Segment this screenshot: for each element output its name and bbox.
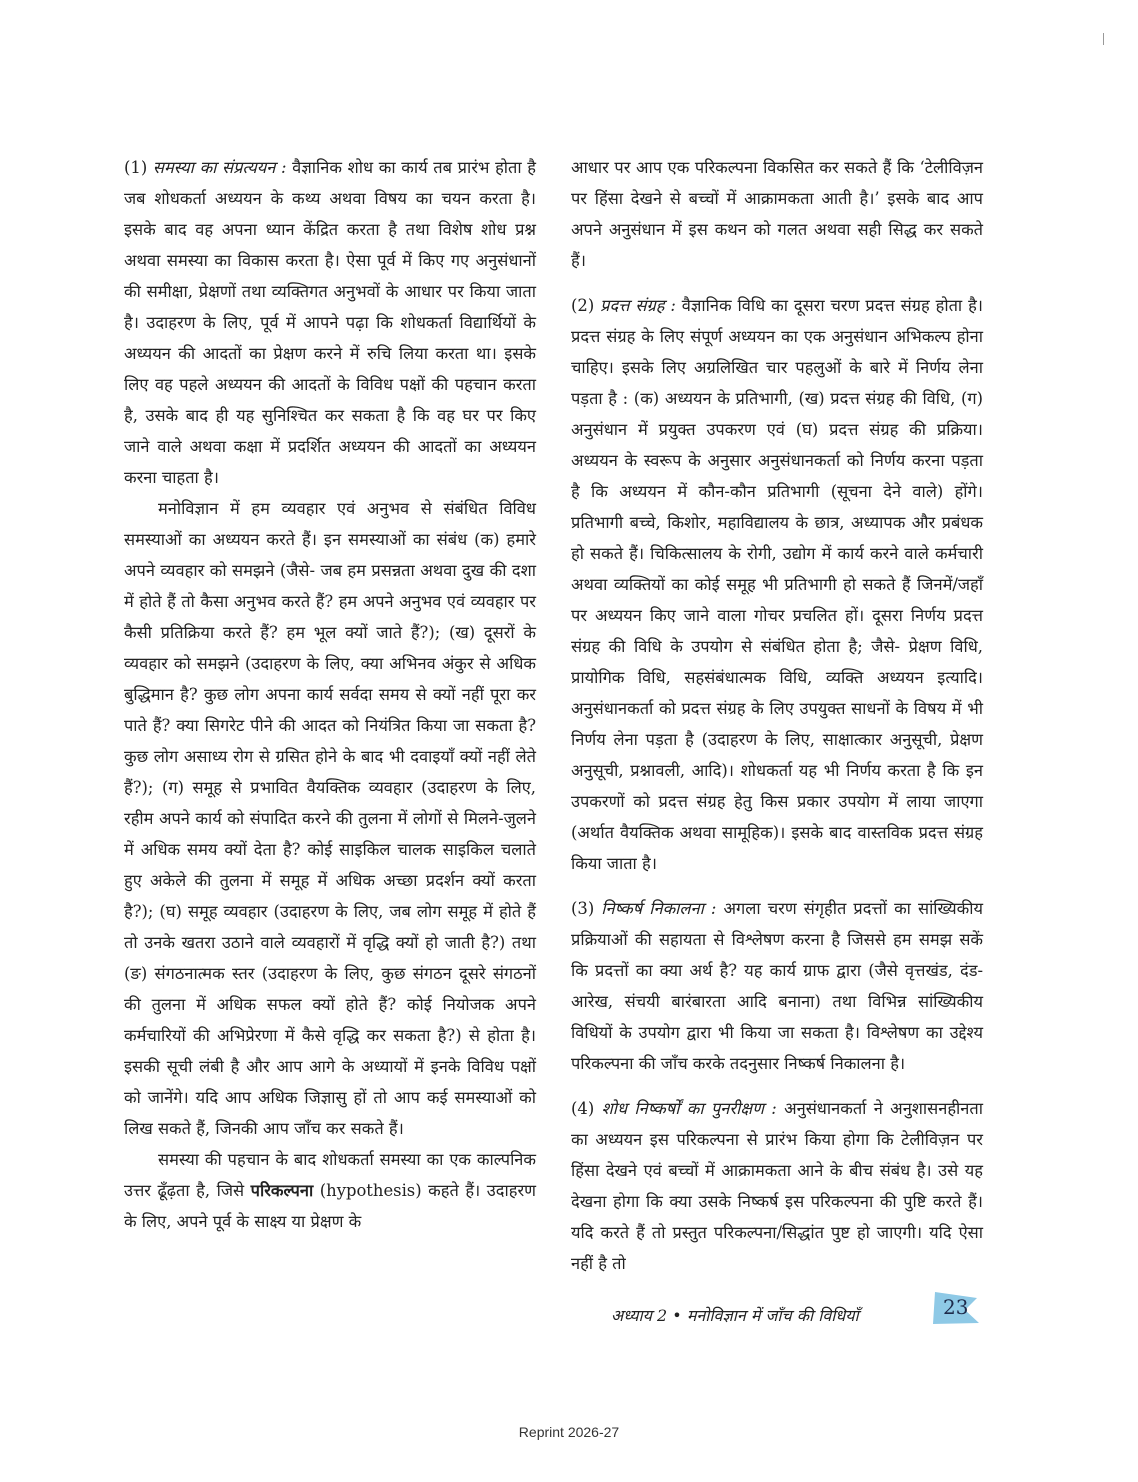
left-column — [124, 152, 536, 1237]
chapter-footer: अध्याय 2 • मनोविज्ञान में जाँच की विधियाँ — [611, 1306, 859, 1325]
paragraph-data-collection — [571, 290, 983, 879]
paragraph-revising-findings — [571, 1093, 983, 1279]
paragraph-text: (hypothesis) कहते हैं। उदाहरण के लिए, अपने पूर्व के साक्ष्य या प्रेक्षण के — [124, 1181, 536, 1231]
step-number: (1) — [124, 158, 148, 177]
paragraph-hypothesis — [124, 1144, 536, 1237]
paragraph-text: वैज्ञानिक शोध का कार्य तब प्रारंभ होता है जब शोधकर्ता अध्ययन के कथ्य अथवा विषय का चयन करता है। इसके बाद वह अपना ध्यान केंद्रित करता है तथा विशेष शोध प्रश्न अथवा समस्या का विकास करता है। ऐसा पूर्व में किए गए अनुसंधानों की समीक्षा, प्रेक्षणों तथा व्यक्तिगत अनुभवों के आधार पर किया जाता है। उदाहरण के लिए, पूर्व में आपने पढ़ा कि शोधकर्ता विद्यार्थियों के अध्ययन की आदतों का प्रेक्षण करने में रुचि लिया करता था। इसके लिए वह पहले अध्ययन की आदतों के विविध पक्षों की पहचान करता है, उसके बाद ही यह सुनिश्चित कर सकता है कि वह घर पर किए जाने वाले अथवा कक्षा में प्रदर्शित अध्ययन की आदतों का अध्ययन करना चाहता है। — [124, 158, 536, 487]
paragraph-text: अनुसंधानकर्ता ने अनुशासनहीनता का अध्ययन इस परिकल्पना से प्रारंभ किया होगा कि टेलीविज़न पर हिंसा देखने एवं बच्चों में आक्रामकता आने के बीच संबंध है। उसे यह देखना होगा कि क्या उसके निष्कर्ष इस परिकल्पना की पुष्टि करते हैं। यदि करते हैं तो प्रस्तुत परिकल्पना/सिद्धांत पुष्ट हो जाएगी। यदि ऐसा नहीं है तो — [571, 1099, 983, 1273]
step-number: (2) — [571, 296, 595, 315]
paragraph-problem-conceptualization — [124, 152, 536, 493]
paragraph-problems-in-psychology: मनोविज्ञान में हम व्यवहार एवं अनुभव से संबंधित विविध समस्याओं का अध्ययन करते हैं। इन समस्याओं का संबंध (क) हमारे अपने व्यवहार को समझने (जैसे- जब हम प्रसन्नता अथवा दुख की दशा में होते हैं तो कैसा अनुभव करते हैं? हम अपने अनुभव एवं व्यवहार पर कैसी प्रतिक्रिया करते हैं? हम भूल क्यों जाते हैं?); (ख) दूसरों के व्यवहार को समझने (उदाहरण के लिए, क्या अभिनव अंकुर से अधिक बुद्धिमान है? कुछ लोग अपना कार्य सर्वदा समय से क्यों नहीं पूरा कर पाते हैं? क्या सिगरेट पीने की आदत को नियंत्रित किया जा सकता है? कुछ लोग असाध्य रोग से ग्रसित होने के बाद भी दवाइयाँ क्यों नहीं लेते हैं?); (ग) समूह से प्रभावित वैयक्तिक व्यवहार (उदाहरण के लिए, रहीम अपने कार्य को संपादित करने की तुलना में लोगों से मिलने-जुलने में अधिक समय क्यों देता है? कोई साइकिल चालक साइकिल चलाते हुए अकेले की तुलना में समूह में अधिक अच्छा प्रदर्शन क्यों करता है?); (घ) समूह व्यवहार (उदाहरण के लिए, जब लोग समूह में होते हैं तो उनके खतरा उठाने वाले व्यवहारों में वृद्धि क्यों हो जाती है?) तथा (ङ) संगठनात्मक स्तर (उदाहरण के लिए, कुछ संगठन दूसरे संगठनों की तुलना में अधिक सफल क्यों होते हैं? कोई नियोजक अपने कर्मचारियों की अभिप्रेरणा में कैसे वृद्धि कर सकता है?) से होता है। इसकी सूची लंबी है और आप आगे के अध्यायों में इनके विविध पक्षों को जानेंगे। यदि आप अधिक जिज्ञासु हों तो आप कई समस्याओं को लिख सकते हैं, जिनकी आप जाँच कर सकते हैं। — [124, 499, 536, 1138]
step-term: शोध निष्कर्षों का पुनरीक्षण : — [601, 1099, 777, 1118]
page-number: 23 — [943, 1295, 969, 1319]
step-term: प्रदत्त संग्रह : — [600, 296, 676, 315]
step-term: निष्कर्ष निकालना : — [601, 899, 717, 918]
step-number: (4) — [571, 1099, 595, 1118]
paragraph-text: वैज्ञानिक विधि का दूसरा चरण प्रदत्त संग्रह होता है। प्रदत्त संग्रह के लिए संपूर्ण अध्ययन का एक अनुसंधान अभिकल्प होना चाहिए। इसके लिए अग्रलिखित चार पहलुओं के बारे में निर्णय लेना पड़ता है : (क) अध्ययन के प्रतिभागी, (ख) प्रदत्त संग्रह की विधि, (ग) अनुसंधान में प्रयुक्त उपकरण एवं (घ) प्रदत्त संग्रह की प्रक्रिया। अध्ययन के स्वरूप के अनुसार अनुसंधानकर्ता को निर्णय करना पड़ता है कि अध्ययन में कौन-कौन प्रतिभागी (सूचना देने वाले) होंगे। प्रतिभागी बच्चे, किशोर, महाविद्यालय के छात्र, अध्यापक और प्रबंधक हो सकते हैं। चिकित्सालय के रोगी, उद्योग में कार्य करने वाले कर्मचारी अथवा व्यक्तियों का कोई समूह भी प्रतिभागी हो सकते हैं जिनमें/जहाँ पर अध्ययन किए जाने वाला गोचर प्रचलित हों। दूसरा निर्णय प्रदत्त संग्रह की विधि के उपयोग से संबंधित होता है; जैसे- प्रेक्षण विधि, प्रायोगिक विधि, सहसंबंधात्मक विधि, व्यक्ति अध्ययन इत्यादि। अनुसंधानकर्ता को प्रदत्त संग्रह के लिए उपयुक्त साधनों के विषय में भी निर्णय लेना पड़ता है (उदाहरण के लिए, साक्षात्कार अनुसूची, प्रेक्षण अनुसूची, प्रश्नावली, आदि)। शोधकर्ता यह भी निर्णय करता है कि इन उपकरणों को प्रदत्त संग्रह हेतु किस प्रकार उपयोग में लाया जाएगा (अर्थात वैयक्तिक अथवा सामूहिक)। इसके बाद वास्तविक प्रदत्त संग्रह किया जाता है। — [571, 296, 983, 873]
paragraph-continuation: आधार पर आप एक परिकल्पना विकसित कर सकते हैं कि ‘टेलीविज़न पर हिंसा देखने से बच्चों में आक्रामकता आती है।’ इसके बाद आप अपने अनुसंधान में इस कथन को गलत अथवा सही सिद्ध कर सकते हैं। — [571, 158, 983, 270]
hypothesis-term: परिकल्पना — [250, 1181, 314, 1200]
paragraph-text: अगला चरण संगृहीत प्रदत्तों का सांख्यिकीय प्रक्रियाओं की सहायता से विश्लेषण करना है जिससे हम समझ सकें कि प्रदत्तों का क्या अर्थ है? यह कार्य ग्राफ द्वारा (जैसे वृत्तखंड, दंड-आरेख, संचयी बारंबारता आदि बनाना) तथा विभिन्न सांख्यिकीय विधियों के उपयोग द्वारा भी किया जा सकता है। विश्लेषण का उद्देश्य परिकल्पना की जाँच करके तदनुसार निष्कर्ष निकालना है। — [571, 899, 983, 1073]
paragraph-text: समस्या की पहचान के बाद शोधकर्ता समस्या का एक काल्पनिक उत्तर ढूँढ़ता है, जिसे — [124, 1150, 536, 1200]
step-number: (3) — [571, 899, 595, 918]
paragraph-drawing-conclusions — [571, 893, 983, 1079]
right-column — [571, 152, 983, 1279]
corner-mark — [1103, 33, 1104, 45]
step-term: समस्या का संप्रत्ययन : — [152, 158, 287, 177]
reprint-note: Reprint 2026-27 — [518, 1424, 620, 1440]
